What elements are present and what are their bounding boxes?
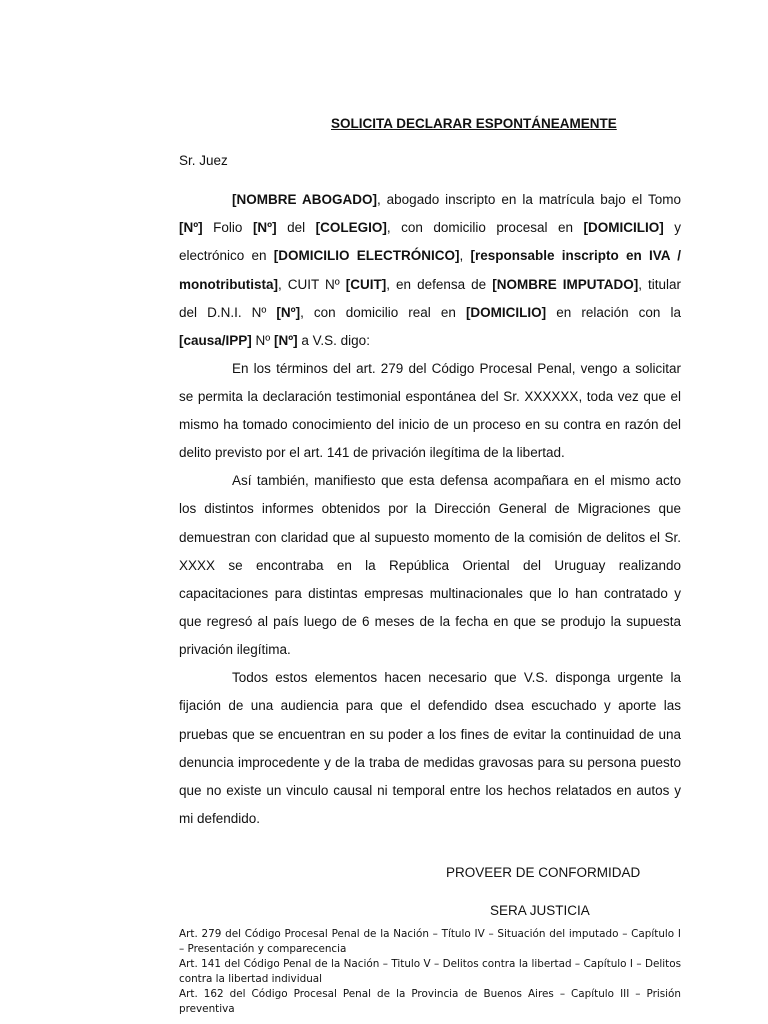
text-run: del [276, 220, 316, 236]
footnotes [179, 927, 681, 1017]
salutation: Sr. Juez [179, 153, 228, 168]
text-run: [Nº] [252, 220, 277, 236]
footnote-3: Art. 162 del Código Procesal Penal de la Provincia de Buenos Aires – Capítulo III – Prisión preventiva [179, 988, 681, 1015]
paragraph-3 [179, 467, 681, 664]
text-run: y electrónico en [179, 220, 681, 264]
document-title: SOLICITA DECLARAR ESPONTÁNEAMENTE [331, 116, 617, 131]
text-run: [Nº] [179, 220, 203, 236]
paragraph-4 [179, 664, 681, 833]
text-run: , CUIT Nº [278, 276, 346, 292]
text-run: [NOMBRE IMPUTADO] [492, 276, 639, 292]
text-run: , [459, 248, 471, 264]
text-run: , en defensa de [386, 276, 493, 292]
footnote-2: Art. 141 del Código Penal de la Nación – Titulo V – Delitos contra la libertad – Capítulo I – Delitos contra la libertad individual [179, 958, 681, 985]
closing-proveer: PROVEER DE CONFORMIDAD [446, 865, 641, 880]
text-run: Nº [251, 333, 274, 349]
text-run: En los términos del art. 279 del Código Procesal Penal, vengo a solicitar se permita la declaración testimonial espontánea del Sr. XXXXXX, toda vez que el mismo ha tomado conocimiento del inicio de un proceso en su contra en razón del delito previsto por el art. 141 de privación ilegítima de la libertad. [179, 360, 681, 461]
text-run: [causa/IPP] [179, 333, 252, 349]
text-run: a V.S. digo: [297, 333, 370, 349]
text-run: [DOMICILIO] [583, 220, 664, 236]
closing-justicia: SERA JUSTICIA [490, 903, 590, 918]
document-body [179, 186, 681, 834]
text-run: [NOMBRE ABOGADO] [232, 192, 377, 207]
paragraph-1 [179, 186, 681, 355]
text-run: Así también, manifiesto que esta defensa acompañara en el mismo acto los distintos informes obtenidos por la Dirección General de Migraciones que demuestran con claridad que al supuesto momento de la comisión de delitos el Sr. XXXX se encontraba en la República Oriental del Uruguay realizando capacitaciones para distintas empresas multinacionales que lo han contratado y que regresó al país luego de 6 meses de la fecha en que se produjo la supuesta privación ilegítima. [179, 473, 681, 658]
footnote-1: Art. 279 del Código Procesal Penal de la Nación – Título IV – Situación del imputado – Capítulo I – Presentación y comparecencia [179, 928, 681, 955]
paragraph-2 [179, 355, 681, 468]
text-run: , con domicilio real en [300, 304, 466, 320]
text-run: , con domicilio procesal en [386, 220, 584, 236]
text-run: Todos estos elementos hacen necesario que V.S. disponga urgente la fijación de una audiencia para que el defendido dsea escuchado y aporte las pruebas que se encuentran en su poder a los fines de evitar la continuidad de una denuncia improcedente y de la traba de medidas gravosas para su persona puesto que no existe un vinculo causal ni temporal entre los hechos relatados en autos y mi defendido. [179, 670, 681, 827]
text-run: Folio [202, 220, 253, 236]
text-run: [Nº] [273, 333, 298, 349]
text-run: , abogado inscripto en la matrícula bajo el Tomo [376, 192, 681, 207]
text-run: [DOMICILIO ELECTRÓNICO] [273, 248, 460, 264]
text-run: [CUIT] [345, 276, 387, 292]
text-run: [DOMICILIO] [465, 304, 547, 320]
text-run: [Nº] [276, 304, 301, 320]
text-run: [responsable inscripto en IVA / monotributista] [179, 248, 681, 292]
text-run: en relación con la [546, 304, 681, 320]
text-run: [COLEGIO] [315, 220, 387, 236]
text-run: , titular del D.N.I. Nº [179, 276, 682, 320]
